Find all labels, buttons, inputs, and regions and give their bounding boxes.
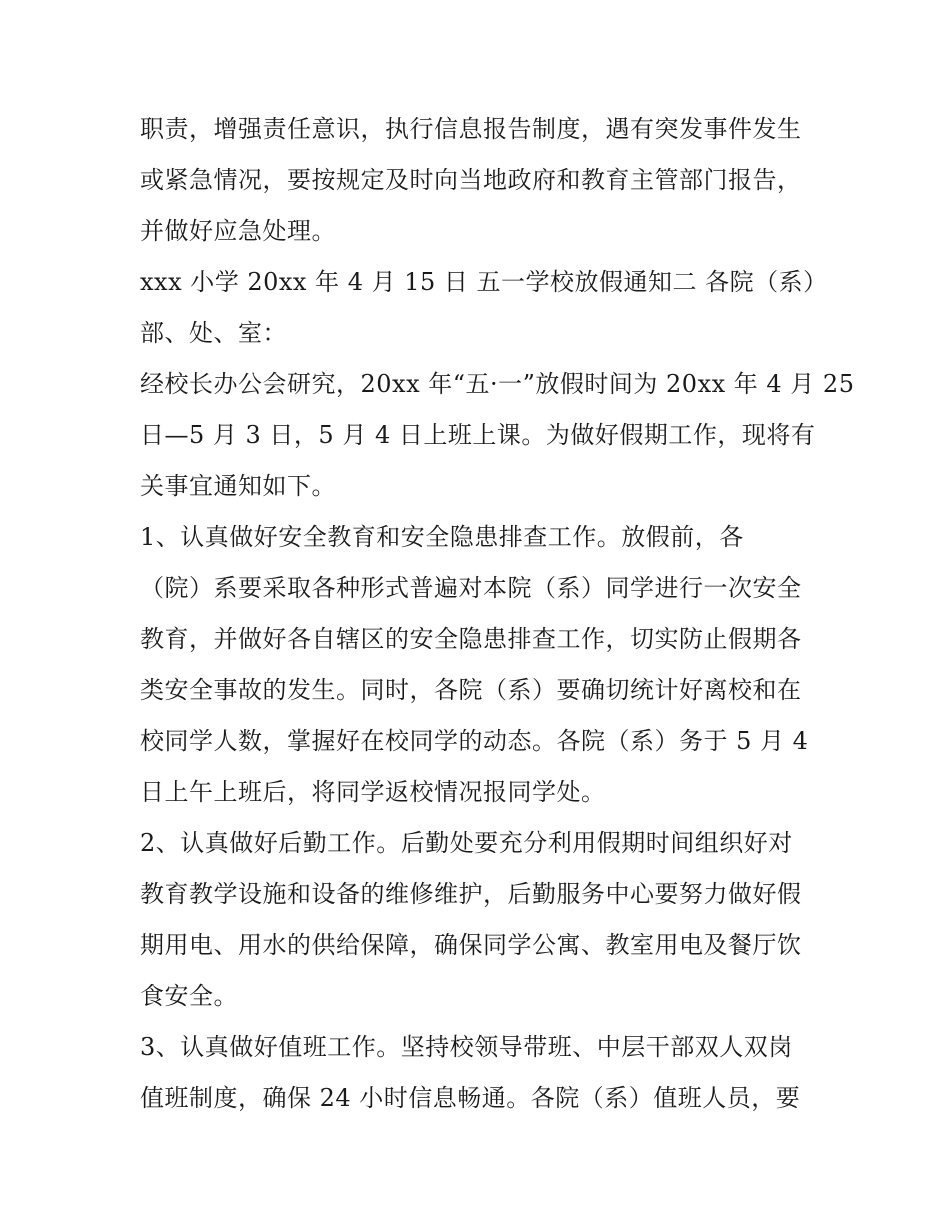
text-line: 关事宜通知如下。 bbox=[140, 472, 336, 500]
text-line: 或紧急情况，要按规定及时向当地政府和教育主管部门报告， bbox=[140, 166, 802, 194]
text-line: 并做好应急处理。 bbox=[140, 217, 336, 245]
text-line: 1、认真做好安全教育和安全隐患排查工作。放假前，各 bbox=[140, 523, 744, 551]
text-line: 部、处、室： bbox=[140, 319, 287, 347]
text-line: 经校长办公会研究，20xx 年“五·一”放假时间为 20xx 年 4 月 25 bbox=[140, 370, 855, 398]
text-line: 值班制度，确保 24 小时信息畅通。各院（系）值班人员，要 bbox=[140, 1084, 801, 1112]
text-line: 2、认真做好后勤工作。后勤处要充分利用假期时间组织好对 bbox=[140, 829, 793, 857]
text-line: 教育教学设施和设备的维修维护，后勤服务中心要努力做好假 bbox=[140, 880, 802, 908]
text-line: xxx 小学 20xx 年 4 月 15 日 五一学校放假通知二 各院（系） bbox=[140, 268, 828, 296]
text-line: 3、认真做好值班工作。坚持校领导带班、中层干部双人双岗 bbox=[140, 1033, 793, 1061]
text-line: 日—5 月 3 日，5 月 4 日上班上课。为做好假期工作，现将有 bbox=[140, 421, 816, 449]
text-line: （院）系要采取各种形式普遍对本院（系）同学进行一次安全 bbox=[140, 574, 802, 602]
text-line: 食安全。 bbox=[140, 982, 238, 1010]
text-line: 校同学人数，掌握好在校同学的动态。各院（系）务于 5 月 4 bbox=[140, 727, 809, 755]
text-line: 日上午上班后，将同学返校情况报同学处。 bbox=[140, 778, 606, 806]
text-line: 类安全事故的发生。同时，各院（系）要确切统计好离校和在 bbox=[140, 676, 802, 704]
text-line: 期用电、用水的供给保障，确保同学公寓、教室用电及餐厅饮 bbox=[140, 931, 802, 959]
text-line: 职责，增强责任意识，执行信息报告制度，遇有突发事件发生 bbox=[140, 115, 802, 143]
text-line: 教育，并做好各自辖区的安全隐患排查工作，切实防止假期各 bbox=[140, 625, 802, 653]
